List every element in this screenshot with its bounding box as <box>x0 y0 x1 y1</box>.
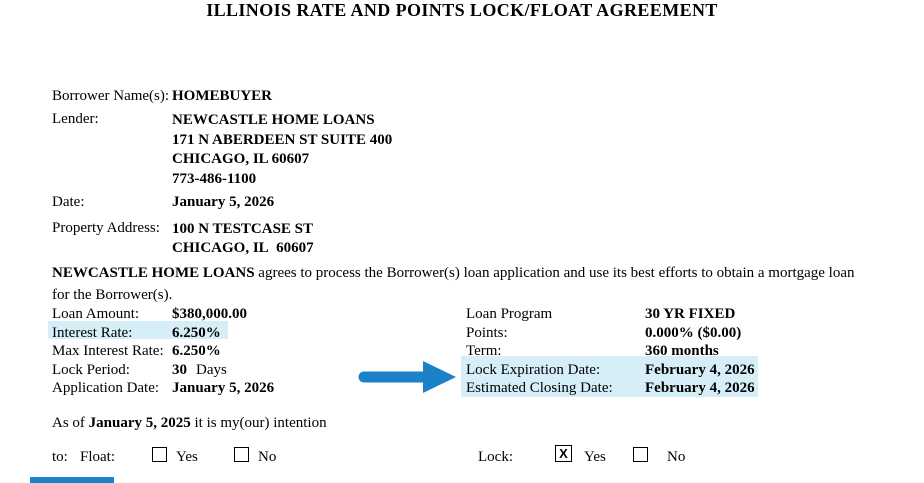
lock-period-unit: Days <box>196 361 227 378</box>
lender-address-block <box>172 111 392 190</box>
estimated-closing-date-label: Estimated Closing Date: <box>466 380 613 397</box>
lock-no-checkbox[interactable] <box>633 447 648 462</box>
intention-prefix: As of <box>52 415 89 431</box>
loan-program-row <box>466 305 755 324</box>
points-row <box>466 324 755 343</box>
estimated-closing-date-row <box>466 379 755 398</box>
loan-amount-value: $380,000.00 <box>172 306 247 322</box>
lock-yes-checkbox[interactable]: X <box>555 445 572 462</box>
interest-rate-label: Interest Rate: <box>52 324 133 341</box>
lender-phone: 773-486-1100 <box>172 171 257 188</box>
application-date-label: Application Date: <box>52 380 160 397</box>
property-address-label: Property Address: <box>52 220 160 236</box>
lock-no-label: No <box>667 449 686 465</box>
float-label: Float: <box>80 449 116 465</box>
lock-yes-label: Yes <box>584 449 606 465</box>
loan-amount-row <box>52 305 274 324</box>
lock-expiration-date-value: February 4, 2026 <box>645 361 755 378</box>
lock-period-row <box>52 361 274 380</box>
agreement-text-line2: for the Borrower(s). <box>52 286 173 303</box>
float-yes-label: Yes <box>176 449 198 465</box>
property-street: 100 N TESTCASE ST <box>172 221 314 237</box>
loan-amount-label: Loan Amount: <box>52 306 140 322</box>
lock-expiration-date-label: Lock Expiration Date: <box>466 361 601 378</box>
agreement-paragraph <box>52 263 882 306</box>
loan-program-value: 30 YR FIXED <box>645 306 736 322</box>
lock-period-label: Lock Period: <box>52 361 130 378</box>
max-interest-rate-value: 6.250% <box>172 343 221 360</box>
interest-rate-value: 6.250% <box>172 324 221 341</box>
lock-label: Lock: <box>478 449 513 465</box>
loan-details-right-column <box>466 305 755 398</box>
property-city: CHICAGO, IL 60607 <box>172 240 314 257</box>
estimated-closing-date-value: February 4, 2026 <box>645 380 755 397</box>
intention-date: January 5, 2025 <box>88 415 191 431</box>
float-no-label: No <box>258 449 277 465</box>
term-label: Term: <box>466 343 502 360</box>
points-value: 0.000% ($0.00) <box>645 324 742 341</box>
right-arrow-icon <box>356 356 460 398</box>
term-row <box>466 342 755 361</box>
agreement-text-line1: agrees to process the Borrower(s) loan application and use its best efforts to obtain a mortgage loan <box>254 265 855 281</box>
to-label: to: <box>52 449 68 465</box>
loan-program-label: Loan Program <box>466 306 553 322</box>
lock-expiration-date-row <box>466 361 755 380</box>
agreement-lender-name: NEWCASTLE HOME LOANS <box>52 265 255 281</box>
application-date-row <box>52 379 274 398</box>
lender-city: CHICAGO, IL 60607 <box>172 151 310 168</box>
borrower-label: Borrower Name(s): <box>52 88 170 104</box>
float-no-checkbox[interactable] <box>234 447 249 462</box>
lender-name: NEWCASTLE HOME LOANS <box>172 112 375 128</box>
lock-period-value: 30 <box>172 361 187 378</box>
application-date-value: January 5, 2026 <box>172 380 275 397</box>
intention-suffix: it is my(our) intention <box>190 415 327 431</box>
date-label: Date: <box>52 194 85 210</box>
lender-street: 171 N ABERDEEN ST SUITE 400 <box>172 131 393 148</box>
max-interest-rate-row <box>52 342 274 361</box>
property-address-block <box>172 220 314 259</box>
interest-rate-row <box>52 324 274 343</box>
date-value: January 5, 2026 <box>172 194 275 210</box>
max-interest-rate-label: Max Interest Rate: <box>52 343 164 360</box>
float-yes-checkbox[interactable] <box>152 447 167 462</box>
borrower-value: HOMEBUYER <box>172 88 273 104</box>
page-title: ILLINOIS RATE AND POINTS LOCK/FLOAT AGREEMENT <box>206 0 718 20</box>
cutoff-blue-bar <box>30 477 114 483</box>
intention-sentence <box>52 415 327 432</box>
lender-label: Lender: <box>52 111 99 127</box>
loan-details-left-column <box>52 305 274 398</box>
points-label: Points: <box>466 324 508 341</box>
term-value: 360 months <box>645 343 719 360</box>
